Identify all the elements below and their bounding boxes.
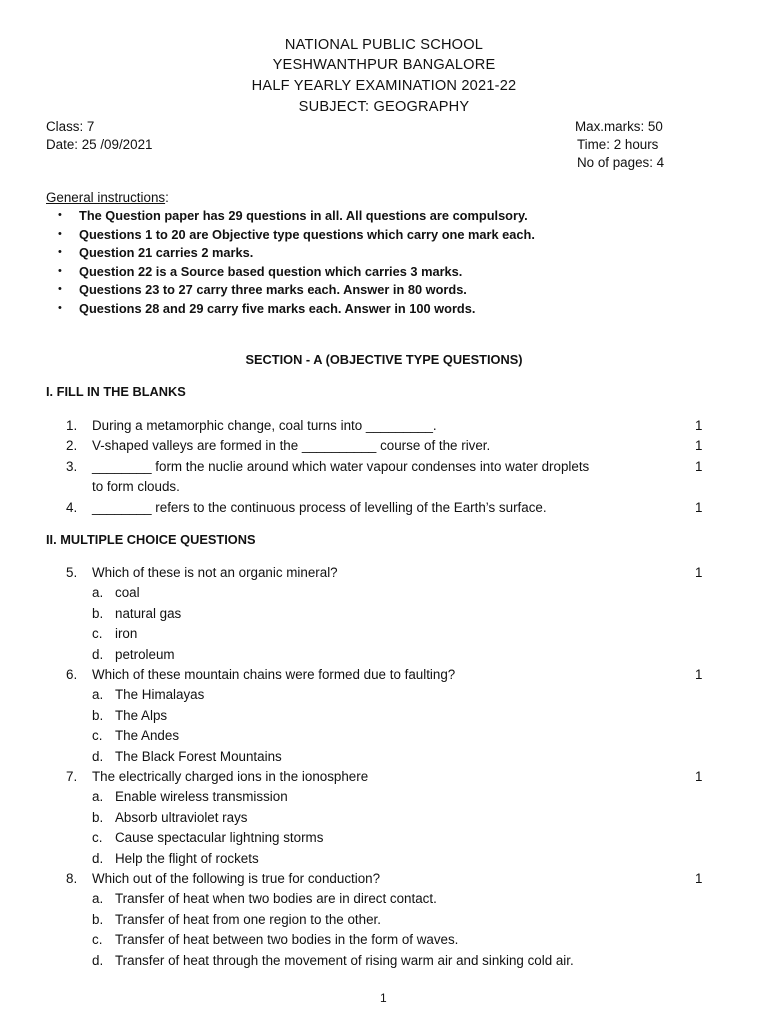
instruction-item: Questions 23 to 27 carry three marks each. Answer in 80 words. — [79, 282, 467, 297]
option-text: The Himalayas — [115, 687, 205, 702]
option-letter: d. — [92, 749, 104, 764]
option-letter: c. — [92, 932, 103, 947]
option-text: iron — [115, 626, 138, 641]
question-mark: 1 — [695, 459, 703, 474]
bullet-icon: • — [58, 228, 62, 240]
question-mark: 1 — [695, 418, 703, 433]
date-info: Date: 25 /09/2021 — [46, 137, 153, 152]
instructions-colon: : — [165, 190, 169, 205]
question-number: 8. — [66, 871, 78, 886]
question-mark: 1 — [695, 438, 703, 453]
question-text: ________ refers to the continuous process of levelling of the Earth’s surface. — [92, 500, 547, 515]
bullet-icon: • — [58, 283, 62, 295]
option-letter: a. — [92, 687, 104, 702]
option-text: Enable wireless transmission — [115, 789, 288, 804]
option-text: The Black Forest Mountains — [115, 749, 282, 764]
page-number: 1 — [380, 991, 387, 1005]
option-letter: a. — [92, 789, 104, 804]
option-letter: a. — [92, 891, 104, 906]
mcq-title: II. MULTIPLE CHOICE QUESTIONS — [46, 532, 256, 547]
instructions-title: General instructions — [46, 190, 166, 205]
subject-title: SUBJECT: GEOGRAPHY — [298, 99, 470, 115]
option-letter: c. — [92, 728, 103, 743]
option-text: Help the flight of rockets — [115, 851, 259, 866]
option-text: Absorb ultraviolet rays — [115, 810, 248, 825]
question-text: Which out of the following is true for conduction? — [92, 871, 381, 886]
option-text: coal — [115, 585, 140, 600]
option-text: Cause spectacular lightning storms — [115, 830, 324, 845]
option-letter: d. — [92, 851, 104, 866]
option-text: natural gas — [115, 606, 182, 621]
class-info: Class: 7 — [46, 119, 95, 134]
option-text: Transfer of heat through the movement of rising warm air and sinking cold air. — [115, 953, 574, 968]
bullet-icon: • — [58, 265, 62, 277]
school-location: YESHWANTHPUR BANGALORE — [272, 57, 496, 73]
question-number: 3. — [66, 459, 78, 474]
question-text: Which of these mountain chains were formed due to faulting? — [92, 667, 456, 682]
question-number: 4. — [66, 500, 78, 515]
question-number: 2. — [66, 438, 78, 453]
bullet-icon: • — [58, 209, 62, 221]
question-text: V-shaped valleys are formed in the __________ course of the river. — [92, 438, 491, 453]
question-number: 6. — [66, 667, 78, 682]
question-text: During a metamorphic change, coal turns into _________. — [92, 418, 437, 433]
option-text: petroleum — [115, 647, 175, 662]
fill-blanks-title: I. FILL IN THE BLANKS — [46, 384, 186, 399]
option-text: Transfer of heat between two bodies in the form of waves. — [115, 932, 459, 947]
instruction-item: The Question paper has 29 questions in all. All questions are compulsory. — [79, 208, 528, 223]
section-a-title: SECTION - A (OBJECTIVE TYPE QUESTIONS) — [245, 352, 523, 367]
option-letter: c. — [92, 830, 103, 845]
question-mark: 1 — [695, 871, 703, 886]
max-marks: Max.marks: 50 — [575, 119, 663, 134]
instruction-item: Question 22 is a Source based question which carries 3 marks. — [79, 264, 463, 279]
option-text: Transfer of heat from one region to the other. — [115, 912, 381, 927]
option-letter: d. — [92, 953, 104, 968]
option-text: The Andes — [115, 728, 180, 743]
instructions-heading — [46, 190, 169, 205]
page-count: No of pages: 4 — [577, 155, 665, 170]
instruction-item: Questions 1 to 20 are Objective type questions which carry one mark each. — [79, 227, 535, 242]
question-mark: 1 — [695, 667, 703, 682]
question-number: 1. — [66, 418, 78, 433]
option-letter: d. — [92, 647, 104, 662]
option-letter: b. — [92, 708, 104, 723]
question-mark: 1 — [695, 565, 703, 580]
time-info: Time: 2 hours — [577, 137, 659, 152]
option-text: Transfer of heat when two bodies are in direct contact. — [115, 891, 437, 906]
question-text: Which of these is not an organic mineral? — [92, 565, 338, 580]
question-text: The electrically charged ions in the ionosphere — [92, 769, 369, 784]
exam-title: HALF YEARLY EXAMINATION 2021-22 — [251, 78, 517, 94]
instruction-item: Question 21 carries 2 marks. — [79, 245, 254, 260]
question-mark: 1 — [695, 769, 703, 784]
question-text: ________ form the nuclie around which water vapour condenses into water droplets — [92, 459, 590, 474]
question-mark: 1 — [695, 500, 703, 515]
option-letter: b. — [92, 810, 104, 825]
question-number: 7. — [66, 769, 78, 784]
option-letter: c. — [92, 626, 103, 641]
bullet-icon: • — [58, 246, 62, 258]
option-text: The Alps — [115, 708, 168, 723]
school-name: NATIONAL PUBLIC SCHOOL — [284, 37, 484, 53]
bullet-icon: • — [58, 302, 62, 314]
question-text-continued: to form clouds. — [92, 479, 180, 494]
option-letter: b. — [92, 912, 104, 927]
option-letter: b. — [92, 606, 104, 621]
option-letter: a. — [92, 585, 104, 600]
question-number: 5. — [66, 565, 78, 580]
instruction-item: Questions 28 and 29 carry five marks each. Answer in 100 words. — [79, 301, 476, 316]
